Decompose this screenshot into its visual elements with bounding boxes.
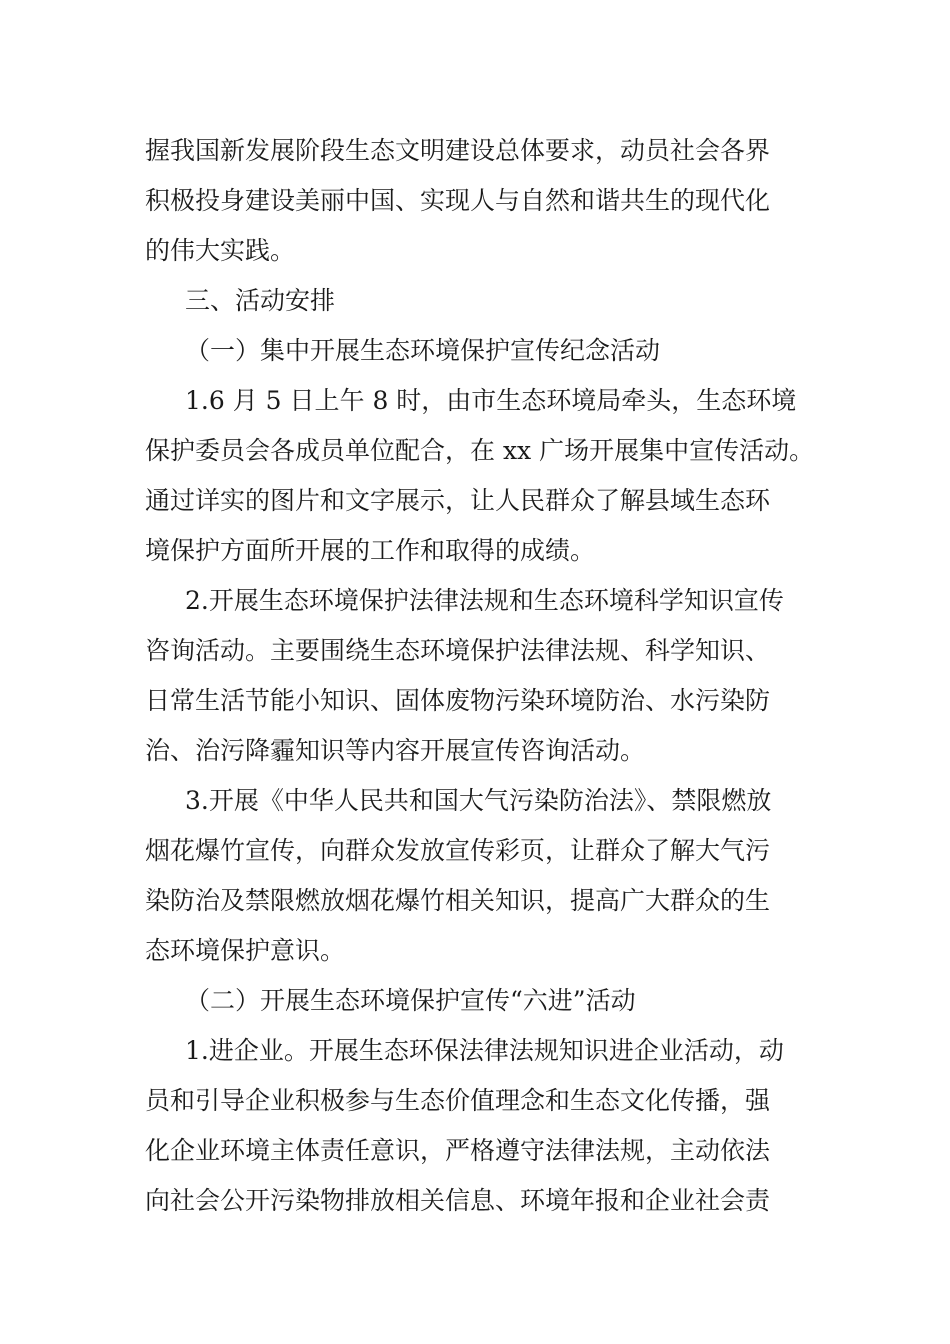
text-line: 员和引导企业积极参与生态价值理念和生态文化传播，强 (145, 1086, 771, 1115)
text-line: 的伟大实践。 (145, 236, 296, 265)
text-line: 化企业环境主体责任意识，严格遵守法律法规，主动依法 (145, 1136, 771, 1165)
body-text (145, 126, 825, 1226)
text-line: 3.开展《中华人民共和国大气污染防治法》、禁限燃放 (185, 786, 772, 815)
text-line: 向社会公开污染物排放相关信息、环境年报和企业社会责 (145, 1186, 771, 1215)
text-line: 态环境保护意识。 (145, 936, 346, 965)
text-line: 2.开展生态环境保护法律法规和生态环境科学知识宣传 (185, 586, 784, 615)
subsection-heading: （一）集中开展生态环境保护宣传纪念活动 (185, 336, 661, 365)
text-line: 保护委员会各成员单位配合，在 xx 广场开展集中宣传活动。 (145, 436, 815, 465)
text-line: 治、治污降霾知识等内容开展宣传咨询活动。 (145, 736, 646, 765)
text-line: 1.6 月 5 日上午 8 时，由市生态环境局牵头，生态环境 (185, 386, 797, 415)
text-line: 1.进企业。开展生态环保法律法规知识进企业活动，动 (185, 1036, 784, 1065)
text-line: 咨询活动。主要围绕生态环境保护法律法规、科学知识、 (145, 636, 771, 665)
text-line: 染防治及禁限燃放烟花爆竹相关知识，提高广大群众的生 (145, 886, 771, 915)
text-line: 境保护方面所开展的工作和取得的成绩。 (145, 536, 596, 565)
text-line: 烟花爆竹宣传，向群众发放宣传彩页，让群众了解大气污 (145, 836, 771, 865)
subsection-heading: （二）开展生态环境保护宣传“六进”活动 (185, 986, 636, 1015)
text-line: 握我国新发展阶段生态文明建设总体要求，动员社会各界 (145, 136, 771, 165)
text-line: 日常生活节能小知识、固体废物污染环境防治、水污染防 (145, 686, 771, 715)
text-line: 积极投身建设美丽中国、实现人与自然和谐共生的现代化 (145, 186, 771, 215)
section-heading: 三、活动安排 (185, 286, 336, 315)
text-line: 通过详实的图片和文字展示，让人民群众了解县域生态环 (145, 486, 771, 515)
